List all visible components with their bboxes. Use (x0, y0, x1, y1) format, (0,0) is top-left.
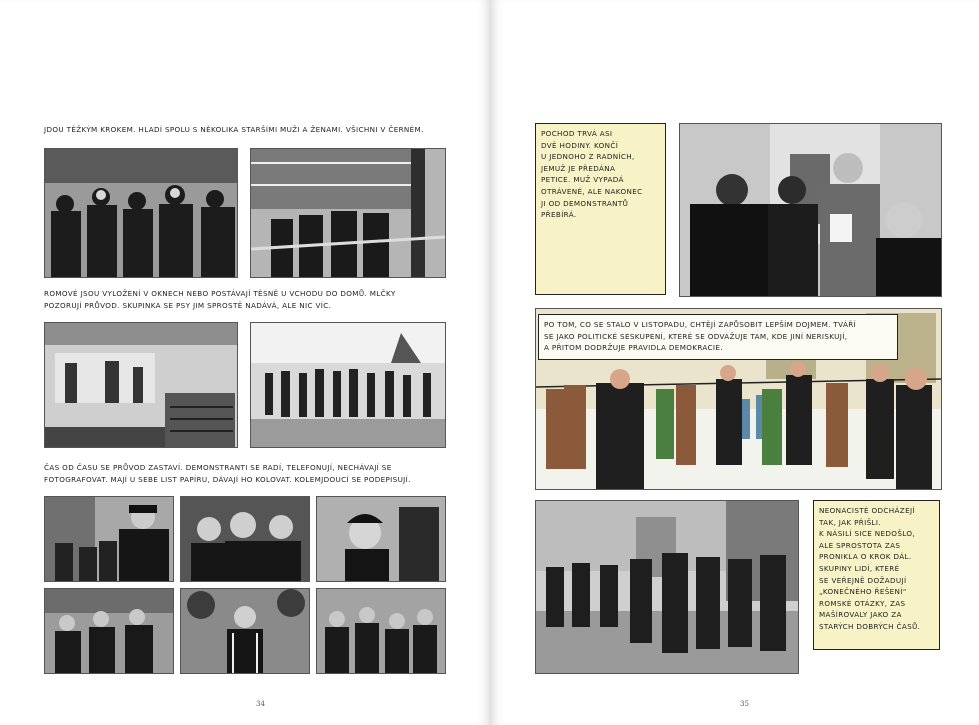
comic-caption-line: SE JAKO POLITICKÉ SESKUPENÍ, KTERÉ SE ODVAŽUJE TAM, KDE JINÍ NERISKUJÍ, (544, 331, 848, 341)
box-line: U JEDNOHO Z RADNÍCH, (541, 152, 635, 162)
photo-man-phone (44, 496, 174, 582)
box-line: PETICE. MUŽ VYPADÁ (541, 175, 624, 185)
comic-caption (538, 314, 898, 360)
box-line: ALE SPROSTOTA ZAS (819, 540, 901, 550)
photo-street-balconies (250, 148, 446, 278)
photo-marchers-group (44, 148, 238, 278)
comic-caption-line: PO TOM, CO SE STALO V LISTOPADU, CHTĚJÍ ZAPŮSOBIT LEPŠÍM DOJMEM. TVÁŘÍ (544, 320, 857, 329)
comic-caption-line: A PŘITOM DODRŽUJE PRAVIDLA DEMOKRACIE. (544, 343, 723, 353)
page-number-right: 35 (740, 700, 749, 708)
box-line: JI OD DEMONSTRANTŮ (541, 198, 629, 208)
box-line: DVĚ HODINY. KONČÍ (541, 140, 619, 150)
page-number-left: 34 (256, 700, 265, 708)
caption-stops-line2: FOTOGRAFOVAT. MAJÍ U SEBE LIST PAPÍRU, DÁVAJÍ HO KOLOVAT. KOLEMJDOUCÍ SE PODEPISUJÍ. (44, 475, 411, 484)
box-line: TAK, JAK PŘIŠLI. (819, 517, 881, 527)
box-line: JEMUŽ JE PŘEDÁNA (541, 163, 616, 173)
photo-group-with-dogs (250, 322, 446, 448)
photo-police-escort (535, 500, 799, 674)
photo-demonstrators-talking (44, 588, 174, 674)
box-line: SKUPINY LIDÍ, KTERÉ (819, 563, 900, 573)
box-line: PRONIKLA O KROK DÁL. (819, 552, 912, 562)
photo-apartment-entrance (44, 322, 238, 448)
caption-box-departure (813, 500, 940, 650)
box-line: POCHOD TRVÁ ASI (541, 129, 613, 138)
box-line: STARÝCH DOBRÝCH ČASŮ. (819, 621, 921, 631)
photo-young-man-trees (180, 588, 310, 674)
box-line: „KONEČNÉHO ŘEŠENÍ“ (819, 587, 907, 597)
photo-petition-handover (679, 123, 942, 297)
box-line: ROMSKÉ OTÁZKY, ZAS (819, 598, 906, 608)
photo-group-gathering (316, 588, 446, 674)
box-line: PŘEBÍRÁ. (541, 210, 577, 220)
caption-roma-line2: POZORUJÍ PRŮVOD. SKUPINKA SE PSY JIM SPROSTĚ NADÁVÁ, ALE NIC VÍC. (44, 301, 332, 310)
box-line: OTRÁVENÉ, ALE NAKONEC (541, 186, 643, 196)
box-line: K NÁSILÍ SICE NEDOŠLO, (819, 529, 915, 539)
caption-stops-line1: ČAS OD ČASU SE PRŮVOD ZASTAVÍ. DEMONSTRANTI SE RADÍ, TELEFONUJÍ, NECHÁVAJÍ SE (44, 463, 392, 472)
caption-roma-line1: ROMOVÉ JSOU VYLOŽENÍ V OKNECH NEBO POSTÁVAJÍ TĚSNĚ U VCHODU DO DOMŮ. MLČKY (44, 289, 396, 298)
box-line: SE VEŘEJNĚ DOŽADUJÍ (819, 575, 907, 585)
caption-box-petition (535, 123, 666, 295)
box-line: NEONACISTÉ ODCHÁZEJÍ (819, 506, 915, 515)
caption-marching: JDOU TĚŽKÝM KROKEM. HLADÍ SPOLU S NĚKOLIKA STARŠÍMI MUŽI A ŽENAMI. VŠICHNI V ČERNÉM. (44, 125, 424, 134)
photo-man-cap (316, 496, 446, 582)
box-line: MAŠÍROVALY JAKO ZA (819, 610, 902, 620)
photo-faces-crowd (180, 496, 310, 582)
